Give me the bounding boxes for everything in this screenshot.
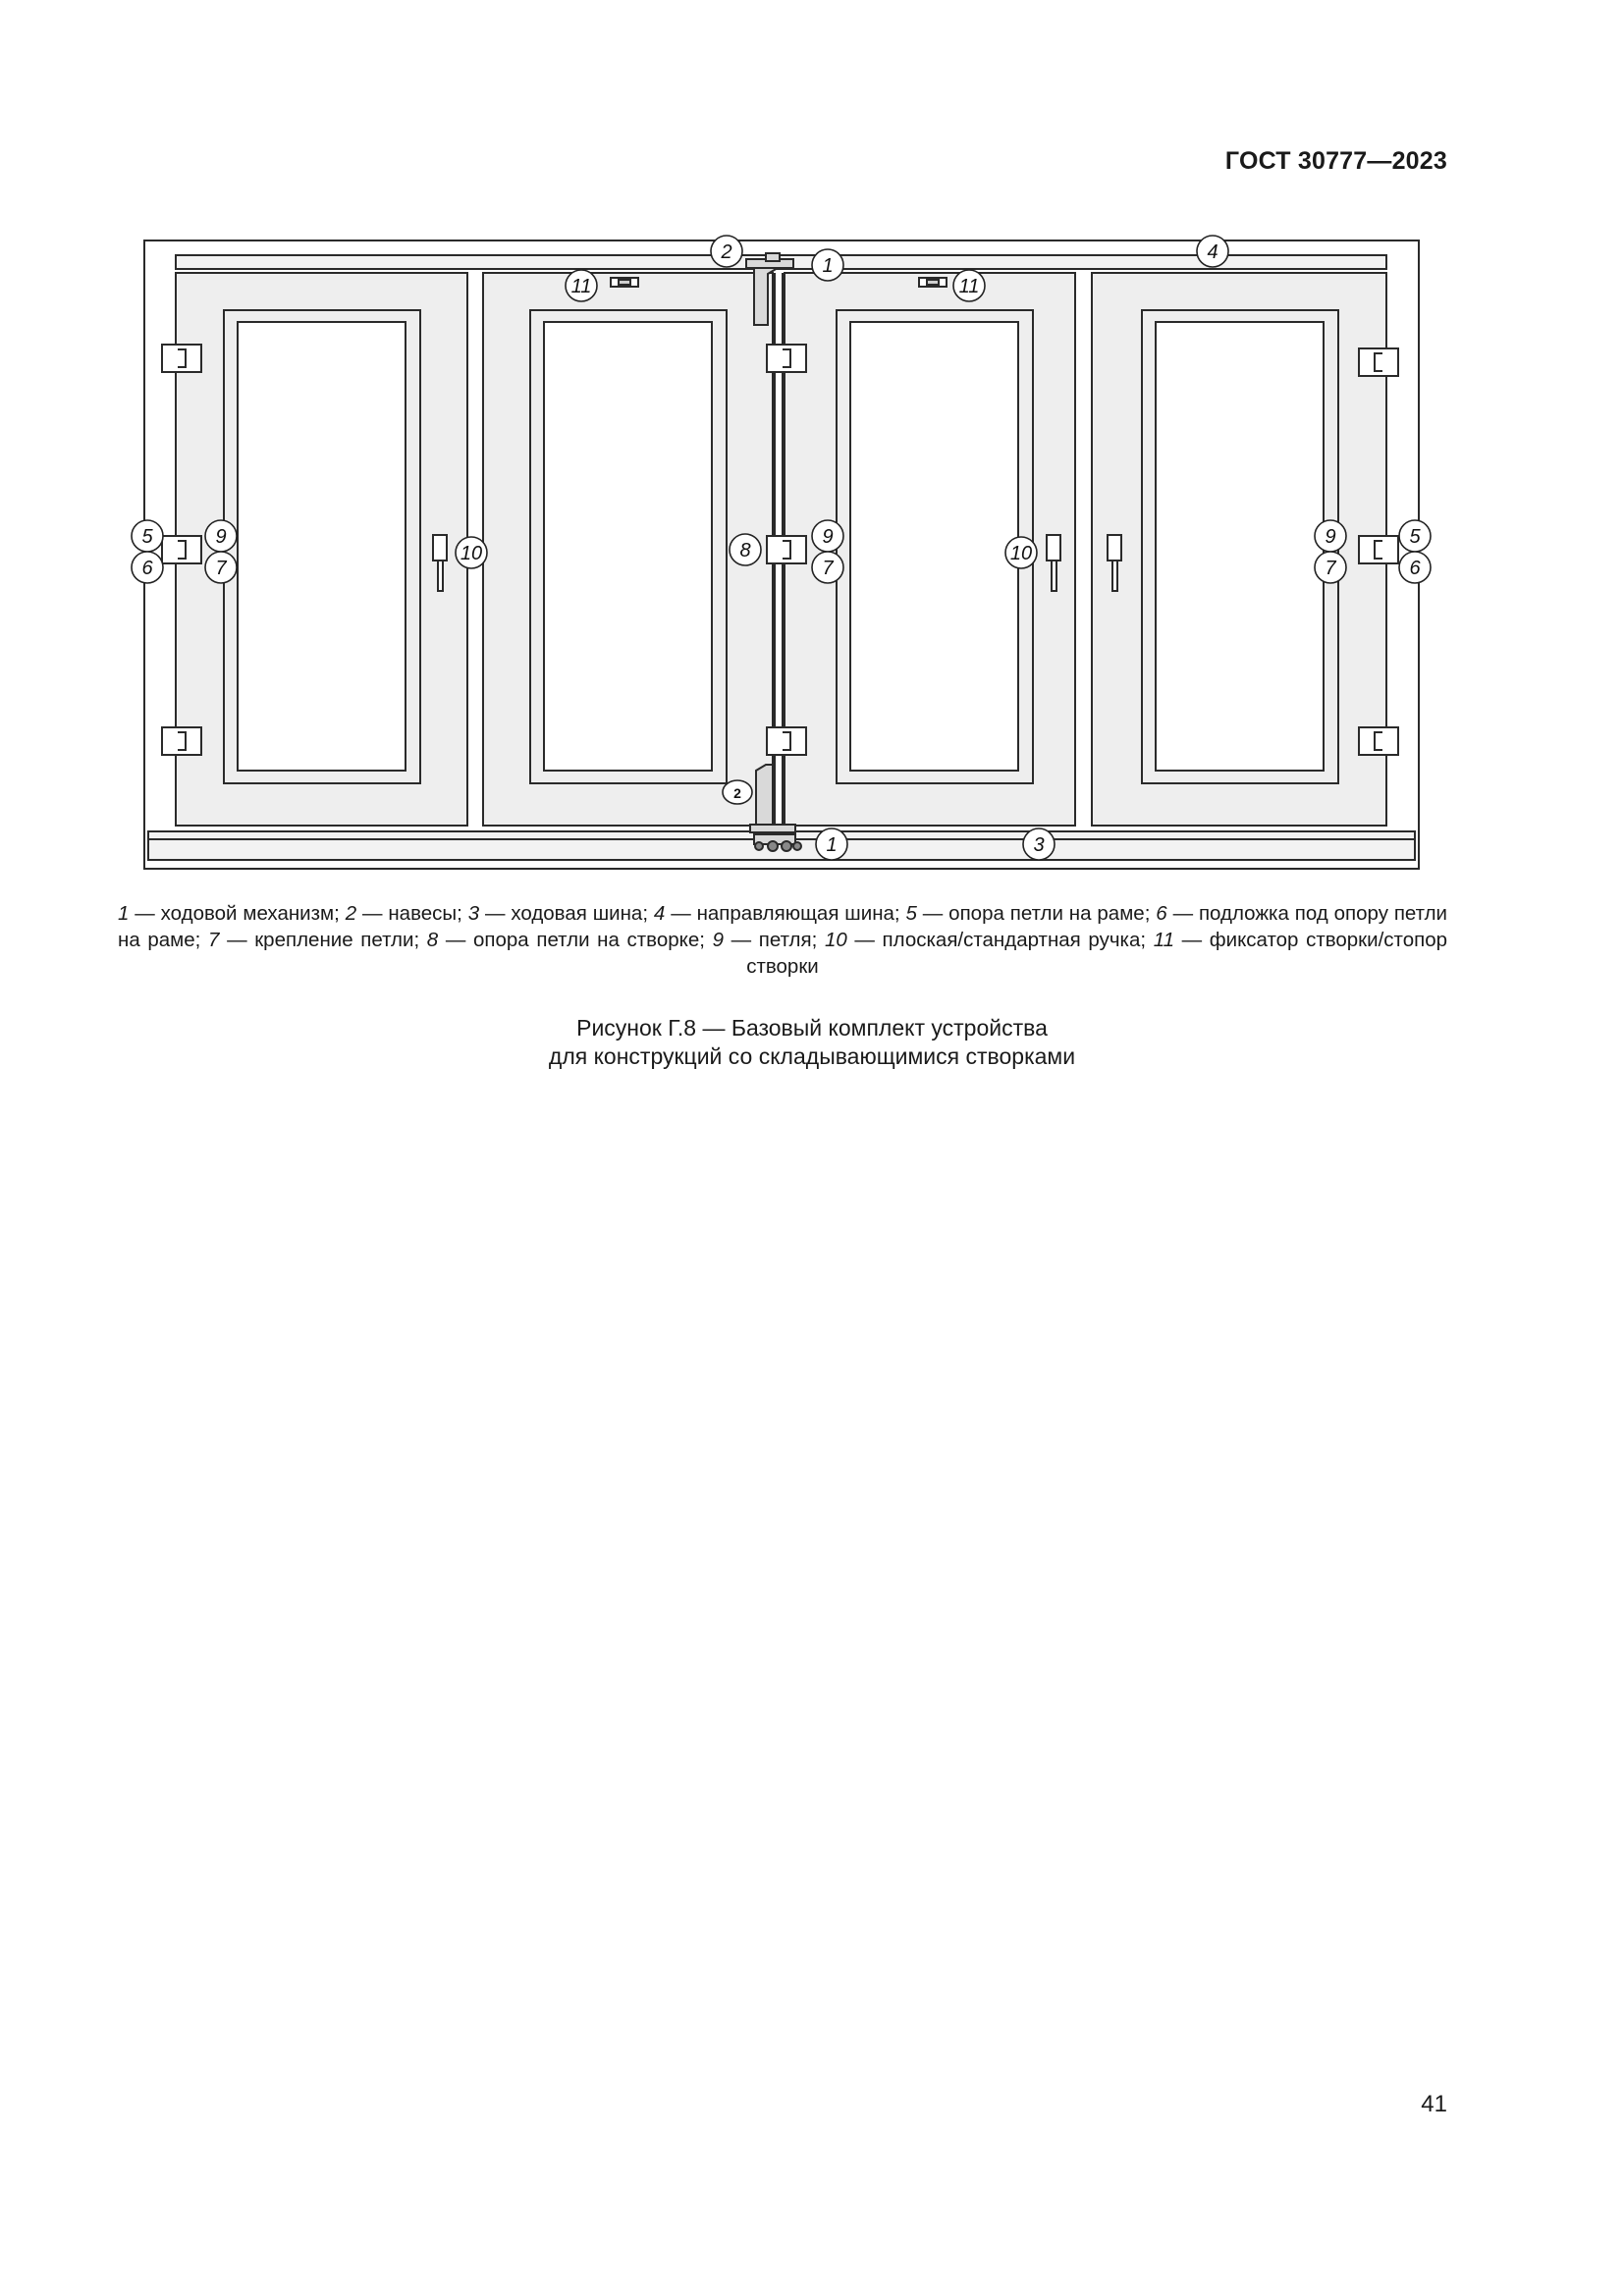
glass-1: [238, 322, 406, 771]
sash-stopper-right: [919, 278, 947, 287]
callout-6-right: [1399, 552, 1431, 583]
figure-caption: [0, 1014, 1624, 1071]
legend-text: — петля;: [723, 929, 825, 951]
hinge-left-mid: [162, 536, 201, 563]
callout-8-mid: [730, 534, 761, 565]
folding-sash-diagram: [0, 0, 1624, 883]
document-header: ГОСТ 30777—2023: [1224, 147, 1447, 175]
callout-7-right: [1315, 552, 1346, 583]
legend-text: — направляющая шина;: [665, 902, 906, 925]
legend-num: 3: [467, 902, 480, 925]
callout-1-top: [812, 249, 843, 281]
svg-text:6: 6: [1409, 558, 1421, 579]
legend-text: — подложка под опору петли на раме;: [118, 902, 1447, 951]
callout-4-top: [1197, 236, 1228, 267]
callout-5-right: [1399, 520, 1431, 552]
callout-9-right: [1315, 520, 1346, 552]
legend-num: 10: [824, 929, 847, 951]
hinge-right-bottom: [1359, 727, 1398, 755]
hinge-center-bottom: [767, 727, 806, 755]
caption-line-1: Рисунок Г.8 — Базовый комплект устройства: [576, 1015, 1048, 1041]
svg-text:4: 4: [1207, 241, 1218, 263]
svg-text:11: 11: [570, 276, 592, 297]
svg-text:9: 9: [822, 526, 834, 548]
legend-text: — опора петли на створке;: [438, 929, 713, 951]
svg-text:5: 5: [1409, 526, 1421, 548]
legend-text: — плоская/стандартная ручка;: [846, 929, 1154, 951]
callout-2-bottom: [723, 780, 752, 804]
callout-6-left: [132, 552, 163, 583]
page-number: 41: [1421, 2091, 1447, 2117]
svg-text:1: 1: [826, 834, 838, 856]
callout-11-left: [566, 270, 597, 301]
legend-text: — опора петли на раме;: [916, 902, 1157, 925]
legend-num: 1: [118, 902, 130, 925]
svg-text:10: 10: [1009, 543, 1033, 564]
legend-text: — фиксатор створки/стопор створки: [746, 929, 1448, 978]
legend-text: — ходовой механизм;: [129, 902, 346, 925]
callout-9-left: [205, 520, 237, 552]
glass-4: [1156, 322, 1324, 771]
svg-text:8: 8: [739, 540, 751, 561]
callout-11-right: [953, 270, 985, 301]
legend-num: 5: [905, 902, 917, 925]
legend-num: 6: [1156, 902, 1167, 925]
hinge-left-top: [162, 345, 201, 372]
hinge-right-top: [1359, 348, 1398, 376]
legend-num: 4: [653, 902, 666, 925]
callout-3-bottom: [1023, 828, 1055, 860]
legend-num: 8: [426, 929, 439, 951]
svg-text:7: 7: [1325, 558, 1336, 579]
svg-text:11: 11: [958, 276, 980, 297]
callout-10-mid: [1005, 537, 1037, 568]
legend-num: 7: [208, 929, 220, 951]
svg-text:3: 3: [1033, 834, 1045, 856]
svg-text:2: 2: [733, 785, 741, 801]
glass-3: [850, 322, 1018, 771]
hinge-left-bottom: [162, 727, 201, 755]
callout-9-mid: [812, 520, 843, 552]
svg-text:5: 5: [141, 526, 153, 548]
svg-text:1: 1: [822, 255, 834, 277]
callout-1-bottom: [816, 828, 847, 860]
svg-text:2: 2: [721, 241, 732, 263]
legend-text: — ходовая шина;: [479, 902, 654, 925]
hinge-center-top: [767, 345, 806, 372]
sash-stopper-left: [611, 278, 638, 287]
callout-7-mid: [812, 552, 843, 583]
callout-7-left: [205, 552, 237, 583]
legend-num: 9: [712, 929, 724, 951]
legend-num: 11: [1153, 929, 1174, 951]
caption-line-2: для конструкций со складывающимися створками: [548, 1043, 1076, 1069]
figure-legend: [118, 900, 1447, 980]
legend-num: 2: [345, 902, 357, 925]
svg-text:7: 7: [215, 558, 227, 579]
svg-text:9: 9: [215, 526, 227, 548]
svg-text:6: 6: [141, 558, 153, 579]
callout-10-left: [456, 537, 487, 568]
hinge-center-mid: [767, 536, 806, 563]
callout-5-left: [132, 520, 163, 552]
legend-text: — крепление петли;: [219, 929, 427, 951]
hinge-right-mid: [1359, 536, 1398, 563]
legend-text: — навесы;: [356, 902, 468, 925]
svg-text:9: 9: [1325, 526, 1336, 548]
svg-text:7: 7: [822, 558, 834, 579]
svg-text:10: 10: [460, 543, 483, 564]
callout-2-top: [711, 236, 742, 267]
glass-2: [544, 322, 712, 771]
